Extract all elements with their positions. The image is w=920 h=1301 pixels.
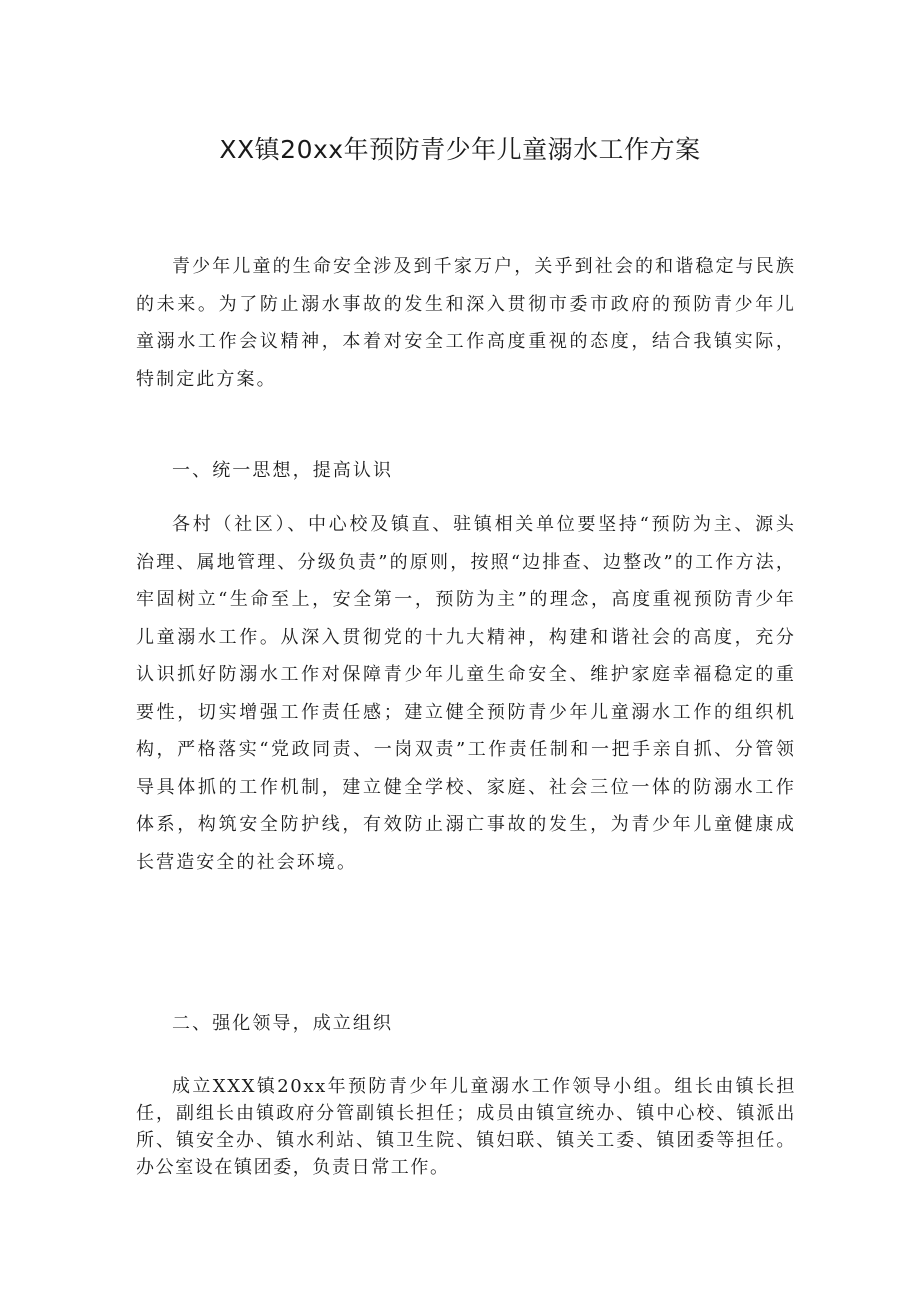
intro-paragraph: 青少年儿童的生命安全涉及到千家万户，关乎到社会的和谐稳定与民族的未来。为了防止溺水事故的发生和深入贯彻市委市政府的预防青少年儿童溺水工作会议精神，本着对安全工作高度重视的态度，结合我镇实际，特制定此方案。 — [136, 256, 796, 390]
document-title: XX镇20xx年预防青少年儿童溺水工作方案 — [219, 135, 701, 164]
section-2-body: 成立XXX镇20xx年预防青少年儿童溺水工作领导小组。组长由镇长担任，副组长由镇政府分管副镇长担任；成员由镇宣统办、镇中心校、镇派出所、镇安全办、镇水利站、镇卫生院、镇妇联、镇关工委、镇团委等担任。办公室设在镇团委，负责日常工作。 — [136, 1076, 796, 1178]
section-1-heading: 一、统一思想，提高认识 — [172, 460, 394, 481]
section-2-heading: 二、强化领导，成立组织 — [172, 1013, 394, 1034]
section-1-body: 各村（社区）、中心校及镇直、驻镇相关单位要坚持“预防为主、源头治理、属地管理、分级负责”的原则，按照“边排查、边整改”的工作方法，牢固树立“生命至上，安全第一，预防为主”的理念，高度重视预防青少年儿童溺水工作。从深入贯彻党的十九大精神，构建和谐社会的高度，充分认识抓好防溺水工作对保障青少年儿童生命安全、维护家庭幸福稳定的重要性，切实增强工作责任感；建立健全预防青少年儿童溺水工作的组织机构，严格落实“党政同责、一岗双责”工作责任制和一把手亲自抓、分管领导具体抓的工作机制，建立健全学校、家庭、社会三位一体的防溺水工作体系，构筑安全防护线，有效防止溺亡事故的发生，为青少年儿童健康成长营造安全的社会环境。 — [136, 514, 796, 873]
